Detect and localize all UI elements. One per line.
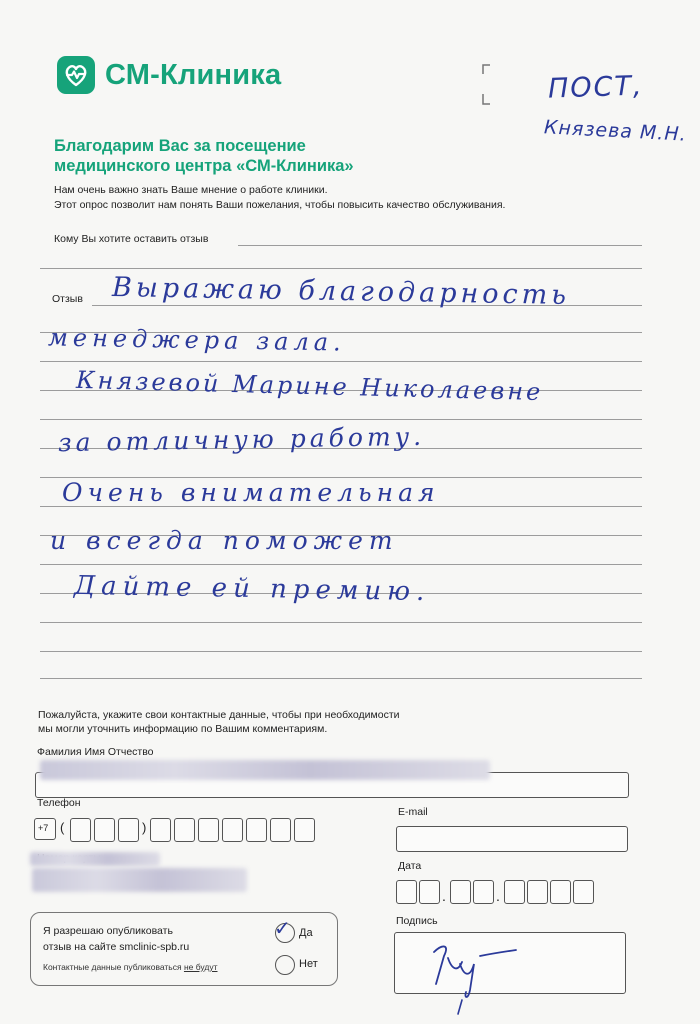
- phone-digit[interactable]: [294, 818, 315, 842]
- title-line-2: медицинского центра «СМ-Клиника»: [54, 157, 354, 175]
- recipient-input-line-2[interactable]: [40, 268, 642, 269]
- review-handwriting-line: и всегда поможет: [50, 526, 399, 555]
- review-handwriting-line: менеджера зала.: [47, 323, 346, 357]
- fio-label: Фамилия Имя Отчество: [37, 746, 154, 758]
- date-label: Дата: [398, 860, 422, 872]
- recipient-label: Кому Вы хотите оставить отзыв: [54, 233, 209, 245]
- consent-no-label: Нет: [299, 958, 318, 970]
- review-handwriting-line: за отличную работу.: [57, 421, 426, 458]
- consent-yes-label: Да: [299, 927, 313, 939]
- corner-bracket-icon: [478, 62, 494, 108]
- review-line[interactable]: [40, 361, 642, 362]
- date-year-digit[interactable]: [527, 880, 548, 904]
- corner-note-line1: ПОСТ,: [547, 70, 644, 105]
- phone-area-digit[interactable]: [118, 818, 139, 842]
- check-mark-icon: ✓: [274, 916, 291, 940]
- review-label: Отзыв: [52, 293, 83, 305]
- consent-line-1: Я разрешаю опубликовать: [43, 925, 173, 937]
- consent-note-emphasis: не будут: [183, 962, 218, 972]
- review-line[interactable]: [40, 419, 642, 420]
- consent-note-prefix: Контактные данные публиковаться: [43, 962, 184, 972]
- phone-digit[interactable]: [198, 818, 219, 842]
- date-day-digit[interactable]: [419, 880, 440, 904]
- review-handwriting-line: Князевой Марине Николаевне: [75, 365, 544, 407]
- phone-digit[interactable]: [222, 818, 243, 842]
- review-line[interactable]: [40, 651, 642, 652]
- date-separator: .: [496, 888, 500, 904]
- date-month-digit[interactable]: [450, 880, 471, 904]
- signature-drawing: [420, 934, 540, 1016]
- signature-label: Подпись: [396, 915, 438, 927]
- consent-no-radio[interactable]: [275, 955, 295, 975]
- consent-line-2: отзыв на сайте smclinic-spb.ru: [43, 941, 190, 953]
- phone-digit[interactable]: [174, 818, 195, 842]
- consent-yes-radio[interactable]: [274, 916, 295, 943]
- phone-paren-close: ): [142, 820, 147, 835]
- date-month-digit[interactable]: [473, 880, 494, 904]
- phone-area-digit[interactable]: [94, 818, 115, 842]
- phone-prefix: +7: [38, 823, 49, 833]
- card-label-redaction: [30, 852, 160, 866]
- recipient-input-line[interactable]: [238, 245, 642, 246]
- intro-line-2: Этот опрос позволит нам понять Ваши пожелания, чтобы повысить качество обслуживания.: [54, 199, 506, 211]
- phone-label: Телефон: [37, 797, 81, 809]
- date-separator: .: [442, 888, 446, 904]
- publish-consent-box: [30, 912, 338, 986]
- brand-name: СМ-Клиника: [105, 58, 282, 91]
- phone-digit[interactable]: [150, 818, 171, 842]
- email-field[interactable]: [396, 826, 628, 852]
- date-day-digit[interactable]: [396, 880, 417, 904]
- date-year-digit[interactable]: [504, 880, 525, 904]
- review-line[interactable]: [40, 678, 642, 679]
- date-year-digit[interactable]: [550, 880, 571, 904]
- review-line[interactable]: [40, 622, 642, 623]
- fio-redacted-value: [40, 760, 490, 780]
- phone-digit[interactable]: [246, 818, 267, 842]
- review-handwriting-line: Выражаю благодарность: [111, 272, 571, 311]
- consent-note: [43, 962, 218, 972]
- card-number-redacted-value: [32, 868, 247, 892]
- phone-area-digit[interactable]: [70, 818, 91, 842]
- brand-logo: [57, 56, 281, 94]
- intro-text: [54, 183, 505, 213]
- review-line[interactable]: [40, 564, 642, 565]
- page-title: [54, 136, 354, 176]
- review-handwriting-line: Очень внимательная: [62, 478, 440, 507]
- heart-wave-icon: [57, 56, 95, 94]
- title-line-1: Благодарим Вас за посещение: [54, 137, 306, 155]
- phone-paren-open: (: [60, 820, 65, 835]
- contact-note-line-2: мы могли уточнить информацию по Вашим комментариям.: [38, 723, 328, 735]
- consent-text: [43, 923, 189, 955]
- corner-note-line2: Князева М.Н.: [543, 116, 688, 146]
- phone-digit[interactable]: [270, 818, 291, 842]
- contact-note-line-1: Пожалуйста, укажите свои контактные данные, чтобы при необходимости: [38, 709, 400, 721]
- review-handwriting-line: Дайте ей премию.: [73, 570, 431, 608]
- intro-line-1: Нам очень важно знать Ваше мнение о работе клиники.: [54, 184, 328, 196]
- email-label: E-mail: [398, 806, 428, 818]
- phone-country-code-box: [34, 818, 56, 840]
- contact-note: [38, 708, 400, 736]
- date-year-digit[interactable]: [573, 880, 594, 904]
